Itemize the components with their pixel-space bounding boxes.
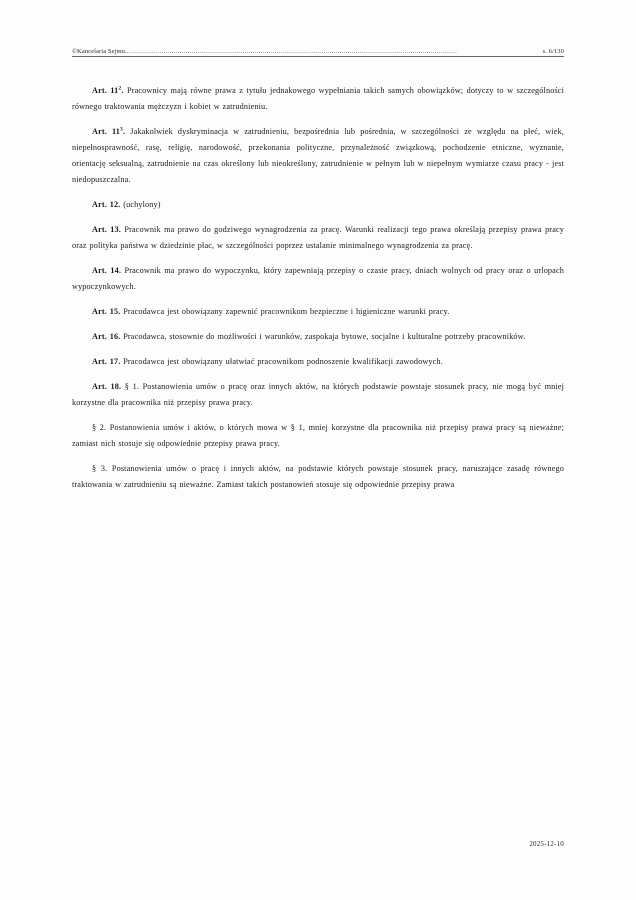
document-body xyxy=(72,83,564,493)
paragraph-text: Pracodawca, stosownie do możliwości i warunków, zaspokaja bytowe, socjalne i kulturalne potrzeby pracowników. xyxy=(123,331,526,341)
article-paragraph xyxy=(72,304,564,320)
article-label: Art. 15. xyxy=(92,306,121,316)
article-paragraph xyxy=(72,329,564,345)
article-paragraph xyxy=(72,124,564,188)
article-paragraph xyxy=(72,379,564,411)
paragraph-text: § 1. Postanowienia umów o pracę oraz innych aktów, na których podstawie powstaje stosunek pracy, nie mogą być mniej korzystne dla pracownika niż przepisy prawa pracy. xyxy=(72,381,565,407)
paragraph-text: Pracodawca jest obowiązany zapewnić pracownikom bezpieczne i higieniczne warunki pracy. xyxy=(123,306,450,316)
section-paragraph xyxy=(72,461,564,493)
article-label: Art. 12. xyxy=(92,199,121,209)
paragraph-text: § 3. Postanowienia umów o pracę i innych aktów, na podstawie których powstaje stosunek pracy, naruszające zasadę równego traktowania w zatrudnieniu są nieważne. Zamiast takich postanowień stosuje się odpowiednie przepisy prawa xyxy=(72,463,564,489)
page-header xyxy=(72,48,564,57)
article-label: Art. $11^2$. xyxy=(92,85,124,95)
article-paragraph xyxy=(72,197,564,213)
paragraph-text: Jakakolwiek dyskryminacja w zatrudnieniu, bezpośrednia lub pośrednia, w szczególności ze względu na płeć, wiek, niepełnosprawność, rasę, religię, narodowość, przekonania polityczne, przynależność związkową, pochodzenie etniczne, wyznanie, orientację seksualną, zatrudnienie na czas określony lub nieokreślony, zatrudnienie w pełnym lub w niepełnym wymiarze czasu pracy - jest niedopuszczalna. xyxy=(72,126,564,184)
article-paragraph xyxy=(72,354,564,370)
paragraph-text: § 2. Postanowienia umów i aktów, o których mowa w § 1, mniej korzystne dla pracownika niż przepisy prawa pracy są nieważne; zamiast nich stosuje się odpowiednie przepisy prawa pracy. xyxy=(72,422,564,448)
article-superscript: 2 xyxy=(118,85,122,92)
paragraph-text: Pracownik ma prawo do wypoczynku, który zapewniają przepisy o czasie pracy, dniach wolnych od pracy oraz o urlopach wypoczynkowych. xyxy=(72,265,564,291)
paragraph-text: Pracodawca jest obowiązany ułatwiać pracownikom podnoszenie kwalifikacji zawodowych. xyxy=(123,356,443,366)
article-paragraph xyxy=(72,263,564,295)
article-label: Art. 14. xyxy=(92,265,122,275)
page-footer-date: 2025-12-10 xyxy=(529,840,564,848)
paragraph-text: (uchylony) xyxy=(123,199,161,209)
article-label: Art. 13. xyxy=(92,224,121,234)
article-label: Art. 16. xyxy=(92,331,121,341)
paragraph-text: Pracownik ma prawo do godziwego wynagrodzenia za pracę. Warunki realizacji tego prawa określają przepisy prawa pracy oraz polityka państwa w dziedzinie płac, w szczególności poprzez ustalanie minimalnego wynagrodzenia za pracę. xyxy=(72,224,564,250)
article-label: Art. 17. xyxy=(92,356,121,366)
article-paragraph xyxy=(72,83,564,115)
article-superscript: 3 xyxy=(120,126,123,133)
article-label: Art. 18. xyxy=(92,381,122,391)
article-label: Art. $11^3$. xyxy=(92,126,126,136)
header-dot-leader: .................................................................................................................................................................... xyxy=(125,48,458,55)
paragraph-text: Pracownicy mają równe prawa z tytułu jednakowego wypełniania takich samych obowiązków; dotyczy to w szczególności równego traktowania mężczyzn i kobiet w zatrudnieniu. xyxy=(72,86,565,111)
article-paragraph xyxy=(72,222,564,254)
header-page-number: s. 6/130 xyxy=(542,48,564,55)
section-paragraph xyxy=(72,420,564,452)
header-source: ©Kancelaria Sejmu xyxy=(72,48,126,55)
